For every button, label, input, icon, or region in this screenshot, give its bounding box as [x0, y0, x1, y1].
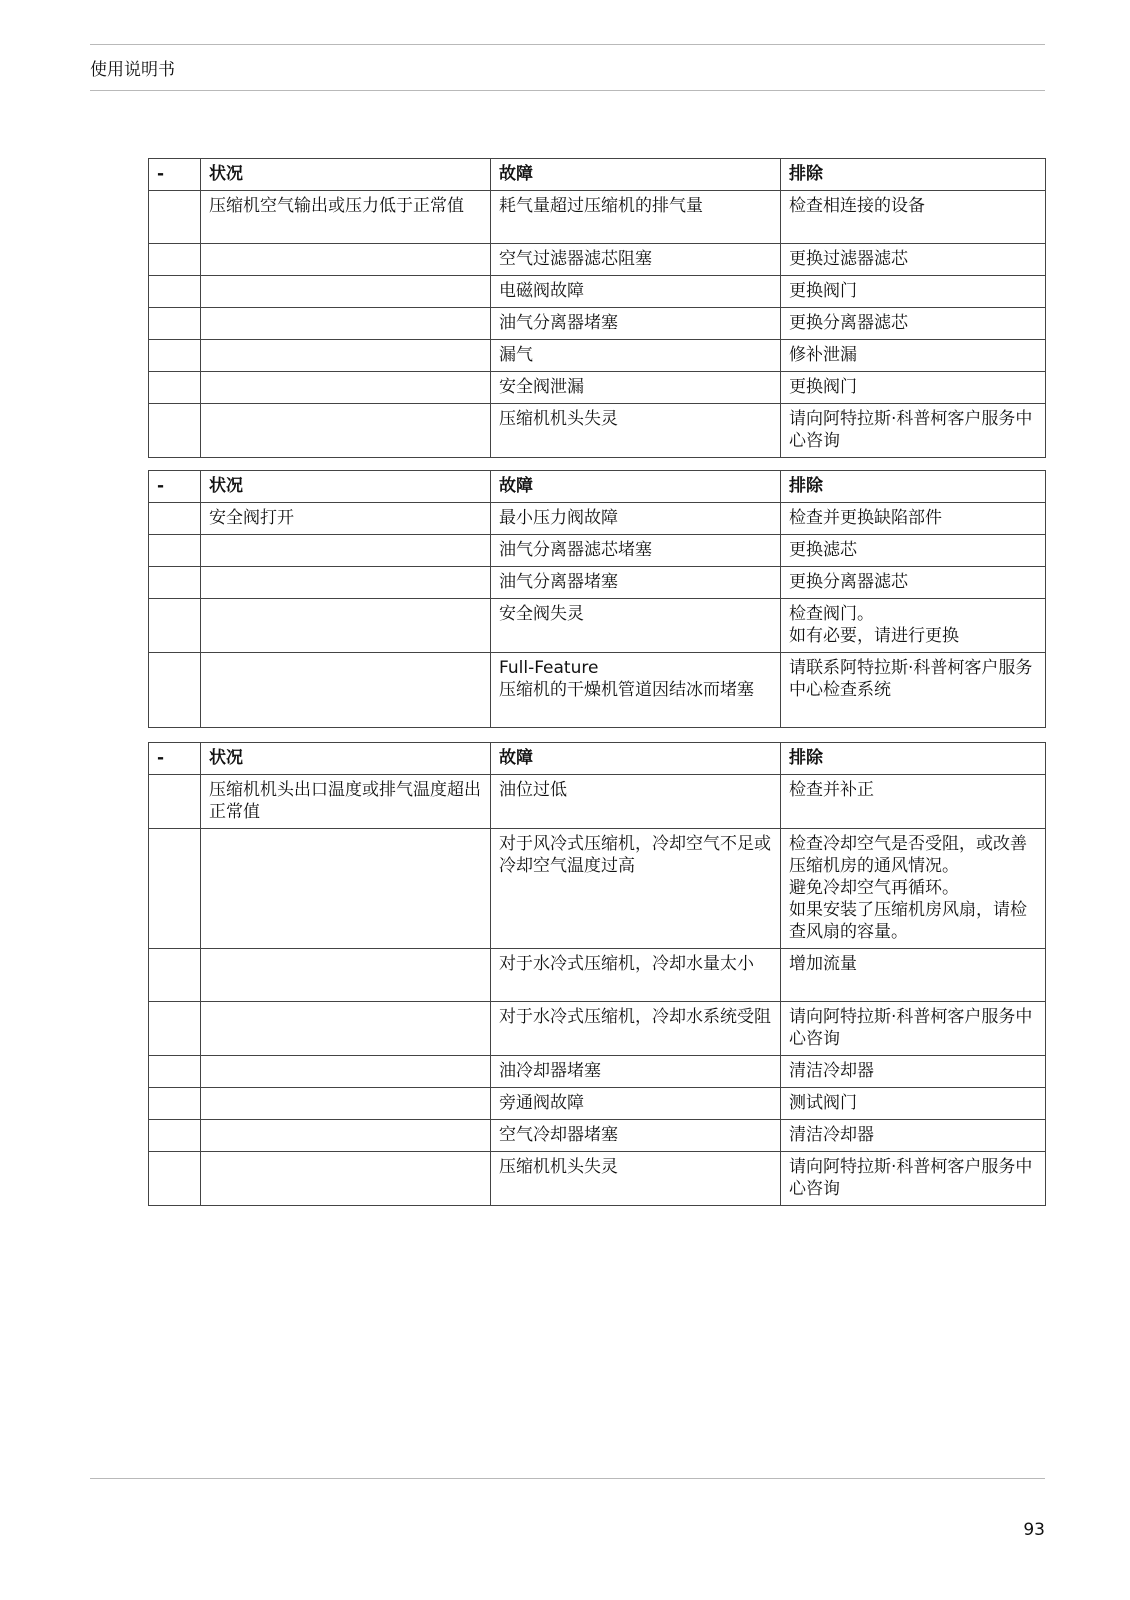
cell-fault: 安全阀失灵 — [491, 599, 781, 653]
cell-fault: 对于水冷式压缩机，冷却水系统受阻 — [491, 1002, 781, 1056]
cell-fault: 空气过滤器滤芯阻塞 — [491, 244, 781, 276]
cell-index — [149, 503, 201, 535]
cell-index — [149, 653, 201, 728]
table-row — [149, 1002, 1046, 1056]
cell-index — [149, 191, 201, 244]
table-row — [149, 191, 1046, 244]
cell-remedy: 清洁冷却器 — [781, 1056, 1046, 1088]
troubleshooting-table-3 — [148, 742, 1046, 1206]
table-row — [149, 599, 1046, 653]
cell-index — [149, 599, 201, 653]
cell-remedy: 请联系阿特拉斯·科普柯客户服务中心检查系统 — [781, 653, 1046, 728]
cell-fault: 电磁阀故障 — [491, 276, 781, 308]
cell-fault: 旁通阀故障 — [491, 1088, 781, 1120]
cell-condition — [201, 567, 491, 599]
table-header-row — [149, 471, 1046, 503]
header-rule-bottom — [90, 90, 1045, 91]
cell-fault: 油气分离器滤芯堵塞 — [491, 535, 781, 567]
cell-remedy: 更换阀门 — [781, 276, 1046, 308]
table-row — [149, 276, 1046, 308]
cell-remedy: 检查冷却空气是否受阻，或改善压缩机房的通风情况。 避免冷却空气再循环。 如果安装了压缩机房风扇，请检查风扇的容量。 — [781, 829, 1046, 949]
table-row — [149, 1152, 1046, 1206]
cell-fault: 最小压力阀故障 — [491, 503, 781, 535]
manual-title: 使用说明书 — [90, 60, 175, 80]
header-fault: 故障 — [491, 471, 781, 503]
table-header-row — [149, 159, 1046, 191]
cell-fault: Full-Feature 压缩机的干燥机管道因结冰而堵塞 — [491, 653, 781, 728]
cell-condition — [201, 1002, 491, 1056]
table-row — [149, 829, 1046, 949]
cell-condition — [201, 599, 491, 653]
cell-remedy: 更换分离器滤芯 — [781, 308, 1046, 340]
cell-remedy: 修补泄漏 — [781, 340, 1046, 372]
cell-remedy: 测试阀门 — [781, 1088, 1046, 1120]
cell-remedy: 检查相连接的设备 — [781, 191, 1046, 244]
cell-fault: 对于风冷式压缩机，冷却空气不足或冷却空气温度过高 — [491, 829, 781, 949]
header-remedy: 排除 — [781, 743, 1046, 775]
cell-condition — [201, 1056, 491, 1088]
cell-fault: 漏气 — [491, 340, 781, 372]
cell-fault: 油气分离器堵塞 — [491, 567, 781, 599]
cell-condition: 压缩机机头出口温度或排气温度超出正常值 — [201, 775, 491, 829]
cell-index — [149, 244, 201, 276]
header-condition: 状况 — [201, 743, 491, 775]
cell-index — [149, 775, 201, 829]
cell-index — [149, 1120, 201, 1152]
page-number: 93 — [1023, 1520, 1045, 1540]
cell-index — [149, 1056, 201, 1088]
cell-remedy: 更换阀门 — [781, 372, 1046, 404]
cell-condition — [201, 949, 491, 1002]
cell-remedy: 更换滤芯 — [781, 535, 1046, 567]
header-condition: 状况 — [201, 471, 491, 503]
cell-index — [149, 535, 201, 567]
cell-fault: 压缩机机头失灵 — [491, 404, 781, 458]
cell-condition — [201, 276, 491, 308]
cell-remedy: 检查阀门。 如有必要，请进行更换 — [781, 599, 1046, 653]
cell-remedy: 更换过滤器滤芯 — [781, 244, 1046, 276]
table-row — [149, 372, 1046, 404]
cell-condition — [201, 1120, 491, 1152]
cell-condition — [201, 653, 491, 728]
table-row — [149, 535, 1046, 567]
cell-index — [149, 276, 201, 308]
cell-remedy: 检查并更换缺陷部件 — [781, 503, 1046, 535]
cell-remedy: 增加流量 — [781, 949, 1046, 1002]
cell-index — [149, 567, 201, 599]
table-row — [149, 775, 1046, 829]
table-header-row — [149, 743, 1046, 775]
cell-fault: 油冷却器堵塞 — [491, 1056, 781, 1088]
cell-index — [149, 308, 201, 340]
cell-index — [149, 340, 201, 372]
cell-index — [149, 1152, 201, 1206]
cell-index — [149, 1088, 201, 1120]
cell-condition — [201, 340, 491, 372]
cell-index — [149, 372, 201, 404]
cell-fault: 对于水冷式压缩机，冷却水量太小 — [491, 949, 781, 1002]
header-condition: 状况 — [201, 159, 491, 191]
cell-fault: 耗气量超过压缩机的排气量 — [491, 191, 781, 244]
cell-condition — [201, 1088, 491, 1120]
header-fault: 故障 — [491, 159, 781, 191]
cell-condition — [201, 308, 491, 340]
cell-index — [149, 829, 201, 949]
table-row — [149, 503, 1046, 535]
cell-condition: 压缩机空气输出或压力低于正常值 — [201, 191, 491, 244]
table-row — [149, 653, 1046, 728]
header-remedy: 排除 — [781, 471, 1046, 503]
table-row — [149, 949, 1046, 1002]
cell-condition — [201, 1152, 491, 1206]
cell-index — [149, 404, 201, 458]
cell-condition — [201, 829, 491, 949]
cell-condition — [201, 404, 491, 458]
cell-fault: 安全阀泄漏 — [491, 372, 781, 404]
cell-condition: 安全阀打开 — [201, 503, 491, 535]
table-row — [149, 308, 1046, 340]
table-row — [149, 1120, 1046, 1152]
cell-index — [149, 1002, 201, 1056]
cell-condition — [201, 535, 491, 567]
troubleshooting-table-1 — [148, 158, 1046, 458]
header-remedy: 排除 — [781, 159, 1046, 191]
table-row — [149, 1056, 1046, 1088]
cell-fault: 压缩机机头失灵 — [491, 1152, 781, 1206]
cell-fault: 油气分离器堵塞 — [491, 308, 781, 340]
header-index: - — [149, 471, 201, 503]
cell-remedy: 请向阿特拉斯·科普柯客户服务中心咨询 — [781, 1002, 1046, 1056]
footer-rule — [90, 1478, 1045, 1479]
troubleshooting-table-2 — [148, 470, 1046, 728]
cell-remedy: 更换分离器滤芯 — [781, 567, 1046, 599]
cell-remedy: 清洁冷却器 — [781, 1120, 1046, 1152]
cell-remedy: 请向阿特拉斯·科普柯客户服务中心咨询 — [781, 404, 1046, 458]
header-index: - — [149, 159, 201, 191]
cell-fault: 空气冷却器堵塞 — [491, 1120, 781, 1152]
cell-condition — [201, 244, 491, 276]
cell-fault: 油位过低 — [491, 775, 781, 829]
cell-remedy: 请向阿特拉斯·科普柯客户服务中心咨询 — [781, 1152, 1046, 1206]
table-row — [149, 567, 1046, 599]
cell-condition — [201, 372, 491, 404]
table-row — [149, 340, 1046, 372]
header-rule-top — [90, 44, 1045, 45]
header-fault: 故障 — [491, 743, 781, 775]
table-row — [149, 1088, 1046, 1120]
table-row — [149, 404, 1046, 458]
header-index: - — [149, 743, 201, 775]
cell-index — [149, 949, 201, 1002]
table-row — [149, 244, 1046, 276]
cell-remedy: 检查并补正 — [781, 775, 1046, 829]
